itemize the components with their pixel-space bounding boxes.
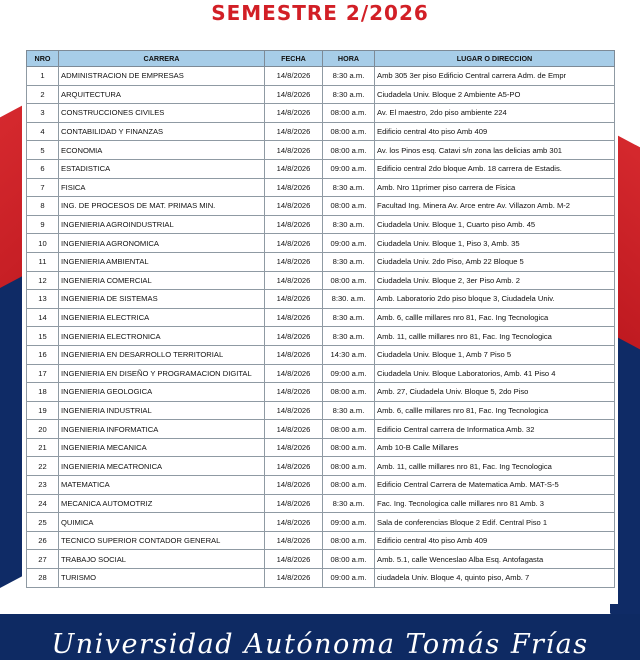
cell-nro: 17: [27, 364, 59, 383]
cell-fecha: 14/8/2026: [265, 122, 323, 141]
table-row: [27, 364, 615, 383]
table-row: [27, 438, 615, 457]
cell-nro: 8: [27, 197, 59, 216]
cell-carrera: INGENIERIA AMBIENTAL: [59, 252, 265, 271]
cell-fecha: 14/8/2026: [265, 345, 323, 364]
cell-hora: 08:00 a.m.: [323, 122, 375, 141]
cell-hora: 08:00 a.m.: [323, 141, 375, 160]
cell-carrera: ADMINISTRACION DE EMPRESAS: [59, 67, 265, 86]
schedule-table: [26, 50, 615, 588]
cell-carrera: TRABAJO SOCIAL: [59, 550, 265, 569]
cell-carrera: ING. DE PROCESOS DE MAT. PRIMAS MIN.: [59, 197, 265, 216]
table-row: [27, 327, 615, 346]
cell-lugar: Edificio central 4to piso Amb 409: [375, 122, 615, 141]
table-row: [27, 141, 615, 160]
institution-name: Universidad Autónoma Tomás Frías: [51, 629, 589, 660]
cell-lugar: Amb. 6, callle millares nro 81, Fac. Ing Tecnologica: [375, 308, 615, 327]
cell-lugar: Amb 10-B Calle Millares: [375, 438, 615, 457]
cell-carrera: CONSTRUCCIONES CIVILES: [59, 104, 265, 123]
cell-nro: 10: [27, 234, 59, 253]
cell-hora: 8:30 a.m.: [323, 252, 375, 271]
cell-lugar: Amb. 5.1, calle Wenceslao Alba Esq. Antofagasta: [375, 550, 615, 569]
cell-nro: 18: [27, 383, 59, 402]
cell-nro: 5: [27, 141, 59, 160]
cell-nro: 20: [27, 420, 59, 439]
cell-fecha: 14/8/2026: [265, 290, 323, 309]
cell-lugar: Edificio Central carrera de Informatica Amb. 32: [375, 420, 615, 439]
header-carrera: CARRERA: [59, 51, 265, 67]
table-row: [27, 215, 615, 234]
cell-carrera: INGENIERIA GEOLOGICA: [59, 383, 265, 402]
table-row: [27, 252, 615, 271]
cell-fecha: 14/8/2026: [265, 569, 323, 588]
table-row: [27, 85, 615, 104]
cell-carrera: INGENIERIA COMERCIAL: [59, 271, 265, 290]
cell-hora: 08:00 a.m.: [323, 550, 375, 569]
cell-hora: 08:00 a.m.: [323, 197, 375, 216]
cell-nro: 27: [27, 550, 59, 569]
table-row: [27, 550, 615, 569]
cell-carrera: INGENIERIA MECANICA: [59, 438, 265, 457]
cell-nro: 14: [27, 308, 59, 327]
cell-lugar: Amb. Laboratorio 2do piso bloque 3, Ciudadela Univ.: [375, 290, 615, 309]
cell-lugar: Edificio central 2do bloque Amb. 18 carrera de Estadis.: [375, 159, 615, 178]
cell-hora: 8:30 a.m.: [323, 85, 375, 104]
header-hora: HORA: [323, 51, 375, 67]
cell-carrera: QUIMICA: [59, 513, 265, 532]
cell-lugar: Edificio Central Carrera de Matematica Amb. MAT-S-5: [375, 476, 615, 495]
cell-fecha: 14/8/2026: [265, 476, 323, 495]
cell-fecha: 14/8/2026: [265, 457, 323, 476]
cell-nro: 23: [27, 476, 59, 495]
cell-carrera: ECONOMIA: [59, 141, 265, 160]
cell-fecha: 14/8/2026: [265, 215, 323, 234]
cell-lugar: Ciudadela Univ. Bloque 2 Ambiente A5-PO: [375, 85, 615, 104]
table-row: [27, 420, 615, 439]
page-title: SEMESTRE 2/2026: [211, 1, 429, 25]
cell-hora: 09:00 a.m.: [323, 234, 375, 253]
cell-hora: 08:00 a.m.: [323, 271, 375, 290]
table-row: [27, 122, 615, 141]
cell-nro: 12: [27, 271, 59, 290]
cell-fecha: 14/8/2026: [265, 550, 323, 569]
cell-fecha: 14/8/2026: [265, 438, 323, 457]
cell-fecha: 14/8/2026: [265, 308, 323, 327]
cell-lugar: Edificio central 4to piso Amb 409: [375, 531, 615, 550]
table-row: [27, 569, 615, 588]
cell-lugar: ciudadela Univ. Bloque 4, quinto piso, Amb. 7: [375, 569, 615, 588]
cell-lugar: Sala de conferencias Bloque 2 Edif. Central Piso 1: [375, 513, 615, 532]
cell-hora: 09:00 a.m.: [323, 513, 375, 532]
cell-fecha: 14/8/2026: [265, 513, 323, 532]
cell-hora: 09:00 a.m.: [323, 364, 375, 383]
table-row: [27, 401, 615, 420]
cell-carrera: INGENIERIA EN DISEÑO Y PROGRAMACION DIGITAL: [59, 364, 265, 383]
cell-fecha: 14/8/2026: [265, 327, 323, 346]
cell-lugar: Amb. Nro 11primer piso carrera de Fisica: [375, 178, 615, 197]
table-row: [27, 494, 615, 513]
cell-lugar: Av. El maestro, 2do piso ambiente 224: [375, 104, 615, 123]
cell-lugar: Amb. 6, callle millares nro 81, Fac. Ing Tecnologica: [375, 401, 615, 420]
cell-hora: 8:30 a.m.: [323, 401, 375, 420]
table-row: [27, 271, 615, 290]
cell-carrera: INGENIERIA DE SISTEMAS: [59, 290, 265, 309]
table-row: [27, 531, 615, 550]
cell-nro: 21: [27, 438, 59, 457]
cell-fecha: 14/8/2026: [265, 271, 323, 290]
cell-nro: 28: [27, 569, 59, 588]
table-row: [27, 383, 615, 402]
cell-hora: 08:00 a.m.: [323, 438, 375, 457]
cell-fecha: 14/8/2026: [265, 401, 323, 420]
cell-fecha: 14/8/2026: [265, 197, 323, 216]
cell-hora: 08:00 a.m.: [323, 531, 375, 550]
cell-lugar: Amb 305 3er piso Edificio Central carrera Adm. de Empr: [375, 67, 615, 86]
header-fecha: FECHA: [265, 51, 323, 67]
table-row: [27, 345, 615, 364]
cell-nro: 15: [27, 327, 59, 346]
table-row: [27, 67, 615, 86]
header-nro: NRO: [27, 51, 59, 67]
cell-carrera: INGENIERIA INFORMATICA: [59, 420, 265, 439]
cell-nro: 11: [27, 252, 59, 271]
table-row: [27, 476, 615, 495]
cell-nro: 24: [27, 494, 59, 513]
header-lugar: LUGAR O DIRECCION: [375, 51, 615, 67]
table-row: [27, 290, 615, 309]
cell-carrera: INGENIERIA AGROINDUSTRIAL: [59, 215, 265, 234]
cell-nro: 13: [27, 290, 59, 309]
cell-hora: 09:00 a.m.: [323, 569, 375, 588]
cell-fecha: 14/8/2026: [265, 383, 323, 402]
cell-hora: 8:30 a.m.: [323, 215, 375, 234]
cell-lugar: Ciudadela Univ. Bloque 2, 3er Piso Amb. 2: [375, 271, 615, 290]
cell-nro: 9: [27, 215, 59, 234]
cell-fecha: 14/8/2026: [265, 141, 323, 160]
cell-carrera: ESTADISTICA: [59, 159, 265, 178]
cell-lugar: Amb. 11, callle millares nro 81, Fac. Ing Tecnologica: [375, 327, 615, 346]
cell-hora: 8:30. a.m.: [323, 290, 375, 309]
cell-fecha: 14/8/2026: [265, 420, 323, 439]
cell-nro: 7: [27, 178, 59, 197]
cell-hora: 08:00 a.m.: [323, 476, 375, 495]
cell-fecha: 14/8/2026: [265, 104, 323, 123]
cell-carrera: INGENIERIA EN DESARROLLO TERRITORIAL: [59, 345, 265, 364]
cell-hora: 8:30 a.m.: [323, 494, 375, 513]
cell-carrera: TECNICO SUPERIOR CONTADOR GENERAL: [59, 531, 265, 550]
cell-lugar: Amb. 27, Ciudadela Univ. Bloque 5, 2do Piso: [375, 383, 615, 402]
cell-carrera: FISICA: [59, 178, 265, 197]
cell-hora: 08:00 a.m.: [323, 457, 375, 476]
cell-nro: 3: [27, 104, 59, 123]
cell-fecha: 14/8/2026: [265, 252, 323, 271]
cell-fecha: 14/8/2026: [265, 85, 323, 104]
cell-carrera: MATEMATICA: [59, 476, 265, 495]
cell-fecha: 14/8/2026: [265, 159, 323, 178]
cell-carrera: INGENIERIA AGRONOMICA: [59, 234, 265, 253]
cell-fecha: 14/8/2026: [265, 364, 323, 383]
cell-lugar: Ciudadela Univ. Bloque 1, Cuarto piso Amb. 45: [375, 215, 615, 234]
table-row: [27, 234, 615, 253]
table-row: [27, 308, 615, 327]
cell-lugar: Ciudadela Univ. Bloque 1, Piso 3, Amb. 35: [375, 234, 615, 253]
cell-hora: 8:30 a.m.: [323, 308, 375, 327]
table-header-row: [27, 51, 615, 67]
cell-hora: 8:30 a.m.: [323, 178, 375, 197]
cell-fecha: 14/8/2026: [265, 494, 323, 513]
cell-fecha: 14/8/2026: [265, 234, 323, 253]
cell-nro: 25: [27, 513, 59, 532]
cell-hora: 14:30 a.m.: [323, 345, 375, 364]
cell-carrera: INGENIERIA ELECTRONICA: [59, 327, 265, 346]
cell-carrera: MECANICA AUTOMOTRIZ: [59, 494, 265, 513]
cell-lugar: Amb. 11, callle millares nro 81, Fac. Ing Tecnologica: [375, 457, 615, 476]
cell-carrera: TURISMO: [59, 569, 265, 588]
cell-carrera: INGENIERIA INDUSTRIAL: [59, 401, 265, 420]
table-row: [27, 457, 615, 476]
table-row: [27, 159, 615, 178]
cell-nro: 16: [27, 345, 59, 364]
table-row: [27, 513, 615, 532]
cell-fecha: 14/8/2026: [265, 531, 323, 550]
cell-carrera: ARQUITECTURA: [59, 85, 265, 104]
cell-nro: 26: [27, 531, 59, 550]
table-body: [27, 67, 615, 588]
cell-nro: 22: [27, 457, 59, 476]
cell-lugar: Fac. Ing. Tecnologica calle millares nro 81 Amb. 3: [375, 494, 615, 513]
table-row: [27, 104, 615, 123]
cell-fecha: 14/8/2026: [265, 67, 323, 86]
cell-fecha: 14/8/2026: [265, 178, 323, 197]
cell-lugar: Facultad Ing. Minera Av. Arce entre Av. Villazon Amb. M-2: [375, 197, 615, 216]
table-row: [27, 178, 615, 197]
cell-nro: 19: [27, 401, 59, 420]
cell-nro: 6: [27, 159, 59, 178]
cell-hora: 08:00 a.m.: [323, 383, 375, 402]
cell-lugar: Ciudadela Univ. Bloque 1, Amb 7 Piso 5: [375, 345, 615, 364]
cell-nro: 4: [27, 122, 59, 141]
cell-lugar: Av. los Pinos esq. Catavi s/n zona las delicias amb 301: [375, 141, 615, 160]
table-row: [27, 197, 615, 216]
cell-hora: 08:00 a.m.: [323, 420, 375, 439]
cell-hora: 8:30 a.m.: [323, 327, 375, 346]
cell-carrera: INGENIERIA MECATRONICA: [59, 457, 265, 476]
cell-carrera: INGENIERIA ELECTRICA: [59, 308, 265, 327]
cell-nro: 2: [27, 85, 59, 104]
cell-carrera: CONTABILIDAD Y FINANZAS: [59, 122, 265, 141]
cell-lugar: Ciudadela Univ. Bloque Laboratorios, Amb. 41 Piso 4: [375, 364, 615, 383]
cell-hora: 8:30 a.m.: [323, 67, 375, 86]
cell-lugar: Ciudadela Univ. 2do Piso, Amb 22 Bloque 5: [375, 252, 615, 271]
cell-hora: 08:00 a.m.: [323, 104, 375, 123]
cell-nro: 1: [27, 67, 59, 86]
cell-hora: 09:00 a.m.: [323, 159, 375, 178]
